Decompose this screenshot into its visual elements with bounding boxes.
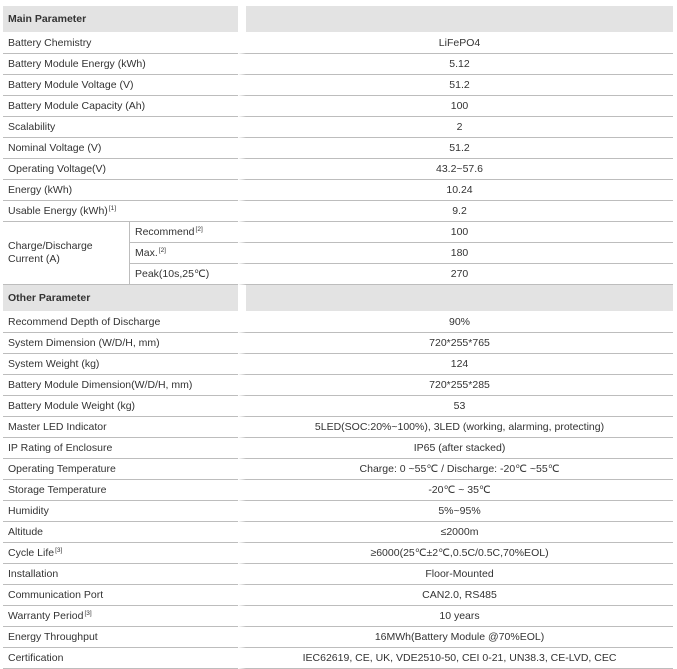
table-row [3,396,673,417]
param-value: 5.12 [238,54,673,75]
param-value: Floor-Mounted [238,564,673,585]
param-value: IEC62619, CE, UK, VDE2510-50, CEI 0-21, UN38.3, CE-LVD, CEC [238,648,673,669]
param-label-text: Battery Module Weight (kg) [8,400,136,412]
param-label-text: Certification [8,652,64,664]
param-value: IP65 (after stacked) [238,438,673,459]
table-row [3,117,673,138]
param-value: ≤2000m [238,522,673,543]
param-label-text: Installation [8,568,59,580]
param-label-text: Recommend Depth of Discharge [8,316,161,328]
param-value: 10.24 [238,180,673,201]
table-row [3,75,673,96]
param-label [3,459,238,480]
footnote-marker: [3] [55,547,63,554]
param-value: 90% [238,312,673,333]
param-label [3,648,238,669]
param-value: 720*255*285 [238,375,673,396]
param-value: 5LED(SOC:20%~100%), 3LED (working, alarming, protecting) [238,417,673,438]
table-row [3,333,673,354]
param-label-text: Storage Temperature [8,484,107,496]
table-row [3,417,673,438]
param-label [3,75,238,96]
param-label-text: Communication Port [8,589,104,601]
param-value: LiFePO4 [238,33,673,54]
param-label [3,333,238,354]
param-label [3,354,238,375]
param-label-text: Battery Chemistry [8,37,92,49]
table-row [3,627,673,648]
param-label-text: Cycle Life [8,547,55,559]
param-label [3,564,238,585]
param-value: 100 [238,222,673,243]
param-label-text: Scalability [8,121,56,133]
param-label-text: Max. [135,247,158,259]
table-row [3,222,673,243]
param-value: 43.2~57.6 [238,159,673,180]
param-value: 53 [238,396,673,417]
param-label [3,585,238,606]
table-row [3,96,673,117]
param-label-text: Recommend [135,226,195,238]
param-label [3,201,238,222]
group-label-charge-discharge: Charge/Discharge Current (A) [3,222,130,285]
param-value: 720*255*765 [238,333,673,354]
param-label-text: IP Rating of Enclosure [8,442,113,454]
param-label [3,117,238,138]
spec-table [3,6,673,669]
footnote-marker: [2] [195,226,203,233]
param-label-text: Warranty Period [8,610,84,622]
param-label [3,396,238,417]
param-label-text: Energy Throughput [8,631,98,643]
param-label [3,138,238,159]
other-parameter-header-row [3,285,673,312]
table-row [3,354,673,375]
param-label [3,543,238,564]
param-label [3,96,238,117]
param-label [130,222,238,243]
param-label [3,417,238,438]
param-value: 270 [238,264,673,285]
table-row [3,33,673,54]
param-label-text: Battery Module Voltage (V) [8,79,134,91]
param-value: 10 years [238,606,673,627]
param-value: 51.2 [238,75,673,96]
section-title-other: Other Parameter [3,285,238,312]
table-row [3,138,673,159]
section-header-blank [238,285,673,312]
param-label-text: System Dimension (W/D/H, mm) [8,337,160,349]
param-label [3,159,238,180]
table-row [3,648,673,669]
param-label-text: System Weight (kg) [8,358,100,370]
param-label [3,438,238,459]
main-parameter-header-row [3,6,673,33]
table-row [3,201,673,222]
table-row [3,501,673,522]
section-header-blank [238,6,673,33]
table-row [3,585,673,606]
param-label-text: Altitude [8,526,44,538]
param-value: 100 [238,96,673,117]
param-value: 180 [238,243,673,264]
param-label [3,627,238,648]
param-value: CAN2.0, RS485 [238,585,673,606]
param-value: -20℃ ~ 35℃ [238,480,673,501]
table-row [3,312,673,333]
footnote-marker: [1] [108,205,117,212]
param-label-text: Battery Module Energy (kWh) [8,58,146,70]
param-label-text: Energy (kWh) [8,184,73,196]
table-row [3,375,673,396]
section-title-main: Main Parameter [3,6,238,33]
param-label [3,375,238,396]
param-label-text: Nominal Voltage (V) [8,142,102,154]
param-label-text: Battery Module Capacity (Ah) [8,100,146,112]
param-value: 124 [238,354,673,375]
footnote-marker: [2] [158,247,166,254]
param-label [3,522,238,543]
param-label [3,480,238,501]
table-row [3,459,673,480]
footnote-marker: [3] [84,610,92,617]
param-label [130,243,238,264]
table-row [3,606,673,627]
param-label [3,501,238,522]
param-value: 2 [238,117,673,138]
param-label-text: Peak(10s,25℃) [135,268,210,280]
param-value: 16MWh(Battery Module @70%EOL) [238,627,673,648]
param-label [3,312,238,333]
param-label [3,180,238,201]
param-label [3,33,238,54]
param-value: Charge: 0 ~55℃ / Discharge: -20℃ ~55℃ [238,459,673,480]
table-row [3,54,673,75]
param-label-text: Operating Voltage(V) [8,163,107,175]
param-label [3,606,238,627]
param-label [3,54,238,75]
table-row [3,543,673,564]
param-value: 51.2 [238,138,673,159]
table-row [3,159,673,180]
param-value: 5%~95% [238,501,673,522]
param-value: 9.2 [238,201,673,222]
param-label-text: Humidity [8,505,49,517]
table-row [3,522,673,543]
param-label-text: Operating Temperature [8,463,116,475]
table-row [3,180,673,201]
param-value: ≥6000(25℃±2℃,0.5C/0.5C,70%EOL) [238,543,673,564]
param-label [130,264,238,285]
table-row [3,438,673,459]
table-row [3,480,673,501]
param-label-text: Battery Module Dimension(W/D/H, mm) [8,379,193,391]
param-label-text: Master LED Indicator [8,421,107,433]
table-row [3,564,673,585]
param-label-text: Usable Energy (kWh) [8,205,108,217]
